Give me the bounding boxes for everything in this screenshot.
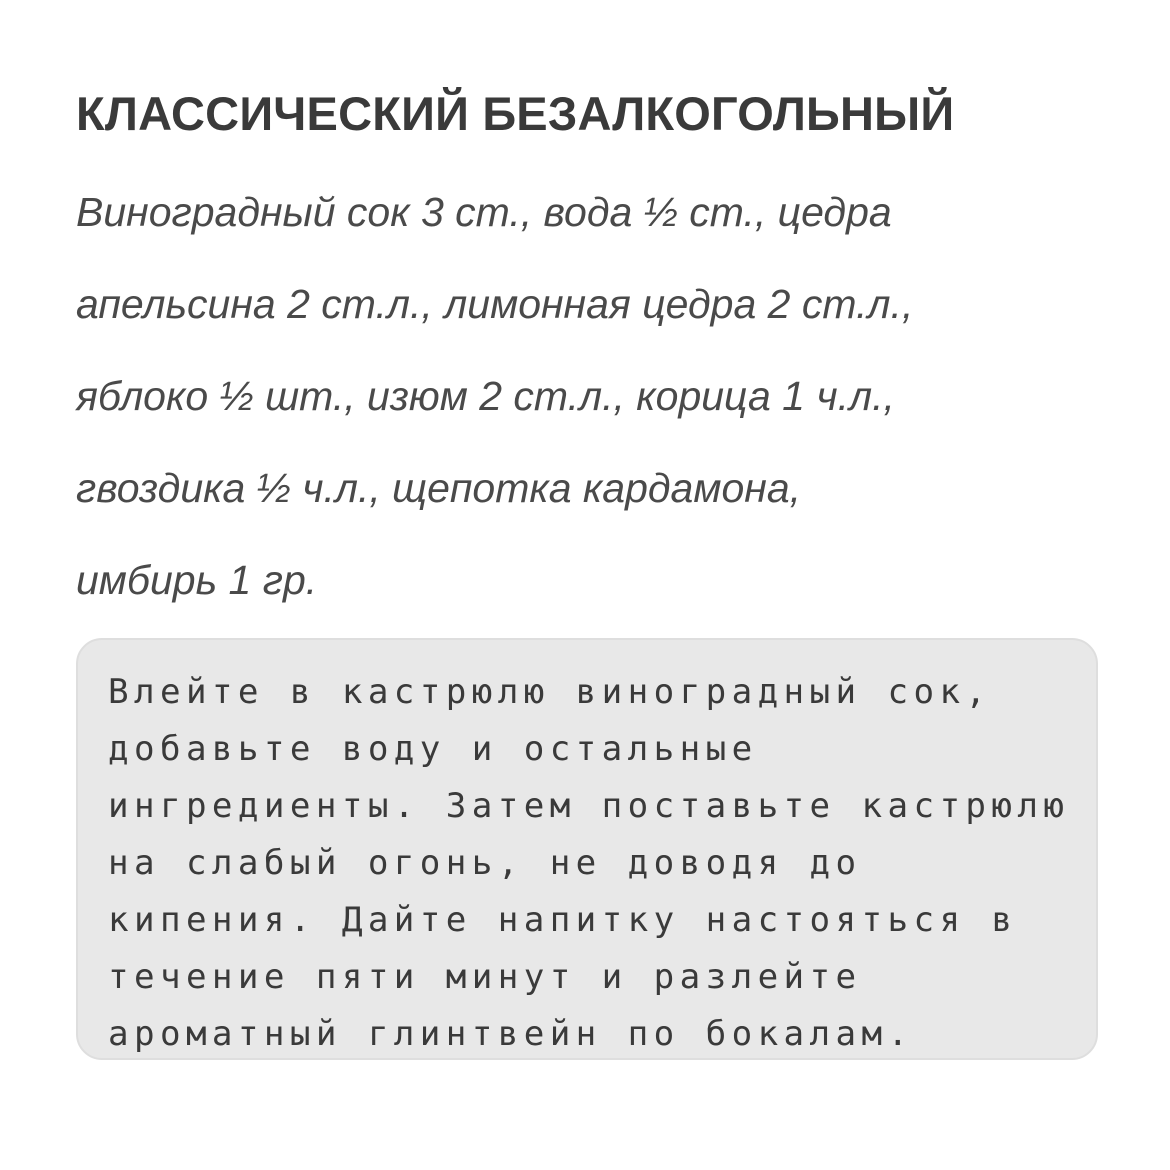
- instructions-line: течение пяти минут и разлейте: [108, 957, 862, 997]
- instructions-line: ингредиенты. Затем поставьте кастрюлю: [108, 786, 1070, 826]
- ingredients-line: яблоко ½ шт., изюм 2 ст.л., корица 1 ч.л.,: [76, 373, 895, 419]
- ingredients-text: [76, 180, 1096, 640]
- instructions-line: на слабый огонь, не доводя до: [108, 843, 862, 883]
- ingredients-line: гвоздика ½ ч.л., щепотка кардамона,: [76, 465, 802, 511]
- recipe-title: КЛАССИЧЕСКИЙ БЕЗАЛКОГОЛЬНЫЙ: [76, 87, 955, 140]
- ingredients-line: имбирь 1 гр.: [76, 557, 318, 603]
- instructions-line: Влейте в кастрюлю виноградный сок,: [108, 672, 992, 712]
- ingredients-line: апельсина 2 ст.л., лимонная цедра 2 ст.л.,: [76, 281, 914, 327]
- ingredients-line: Виноградный сок 3 ст., вода ½ ст., цедра: [76, 189, 892, 235]
- instructions-line: ароматный глинтвейн по бокалам.: [108, 1014, 914, 1054]
- instructions-line: добавьте воду и остальные: [108, 729, 758, 769]
- instructions-line: кипения. Дайте напитку настояться в: [108, 900, 1018, 940]
- instructions-code-block: [76, 638, 1098, 1060]
